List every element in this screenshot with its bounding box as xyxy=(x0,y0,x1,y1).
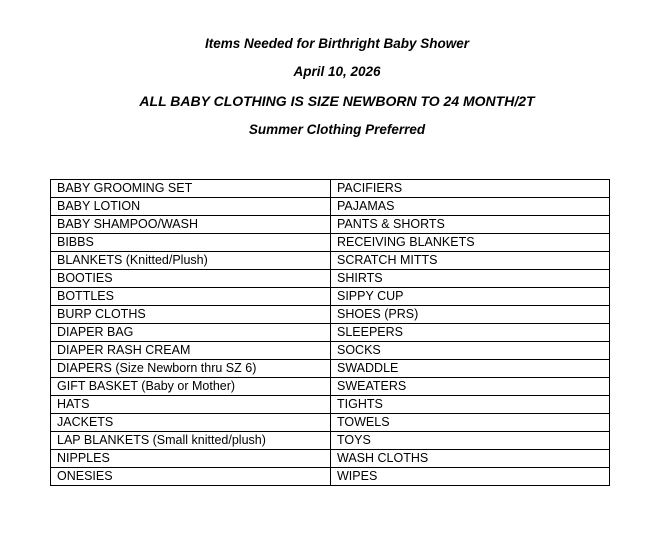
table-row xyxy=(51,270,610,288)
table-row xyxy=(51,378,610,396)
item-right-cell: SCRATCH MITTS xyxy=(331,252,610,270)
item-right-cell: SHIRTS xyxy=(331,270,610,288)
clothing-preference: Summer Clothing Preferred xyxy=(248,122,426,137)
item-right-cell: TOYS xyxy=(331,432,610,450)
table-row xyxy=(51,288,610,306)
item-left-cell: DIAPERS (Size Newborn thru SZ 6) xyxy=(51,360,331,378)
items-table-body xyxy=(51,180,610,486)
item-right-cell: PACIFIERS xyxy=(331,180,610,198)
table-row xyxy=(51,396,610,414)
item-right-cell: TOWELS xyxy=(331,414,610,432)
item-right-cell: SLEEPERS xyxy=(331,324,610,342)
table-row xyxy=(51,414,610,432)
items-table xyxy=(50,179,610,486)
item-right-cell: PAJAMAS xyxy=(331,198,610,216)
item-left-cell: JACKETS xyxy=(51,414,331,432)
document-title: Items Needed for Birthright Baby Shower xyxy=(204,36,470,51)
event-date: April 10, 2026 xyxy=(293,64,381,79)
item-left-cell: BABY LOTION xyxy=(51,198,331,216)
table-row xyxy=(51,216,610,234)
item-right-cell: PANTS & SHORTS xyxy=(331,216,610,234)
table-row xyxy=(51,198,610,216)
item-right-cell: SHOES (PRS) xyxy=(331,306,610,324)
size-note: ALL BABY CLOTHING IS SIZE NEWBORN TO 24 MONTH/2T xyxy=(139,93,535,109)
item-left-cell: DIAPER RASH CREAM xyxy=(51,342,331,360)
item-left-cell: BIBBS xyxy=(51,234,331,252)
item-right-cell: SOCKS xyxy=(331,342,610,360)
item-right-cell: WIPES xyxy=(331,468,610,486)
item-left-cell: BURP CLOTHS xyxy=(51,306,331,324)
item-right-cell: RECEIVING BLANKETS xyxy=(331,234,610,252)
table-row xyxy=(51,360,610,378)
table-row xyxy=(51,324,610,342)
item-left-cell: ONESIES xyxy=(51,468,331,486)
item-left-cell: LAP BLANKETS (Small knitted/plush) xyxy=(51,432,331,450)
table-row xyxy=(51,306,610,324)
item-right-cell: SIPPY CUP xyxy=(331,288,610,306)
item-left-cell: BOOTIES xyxy=(51,270,331,288)
item-right-cell: SWEATERS xyxy=(331,378,610,396)
item-left-cell: DIAPER BAG xyxy=(51,324,331,342)
item-right-cell: TIGHTS xyxy=(331,396,610,414)
item-left-cell: BABY GROOMING SET xyxy=(51,180,331,198)
table-row xyxy=(51,342,610,360)
table-row xyxy=(51,432,610,450)
item-left-cell: BOTTLES xyxy=(51,288,331,306)
item-right-cell: SWADDLE xyxy=(331,360,610,378)
item-left-cell: NIPPLES xyxy=(51,450,331,468)
table-row xyxy=(51,468,610,486)
table-row xyxy=(51,252,610,270)
table-row xyxy=(51,450,610,468)
table-row xyxy=(51,180,610,198)
item-left-cell: BLANKETS (Knitted/Plush) xyxy=(51,252,331,270)
item-left-cell: BABY SHAMPOO/WASH xyxy=(51,216,331,234)
item-left-cell: HATS xyxy=(51,396,331,414)
item-left-cell: GIFT BASKET (Baby or Mother) xyxy=(51,378,331,396)
item-right-cell: WASH CLOTHS xyxy=(331,450,610,468)
table-row xyxy=(51,234,610,252)
